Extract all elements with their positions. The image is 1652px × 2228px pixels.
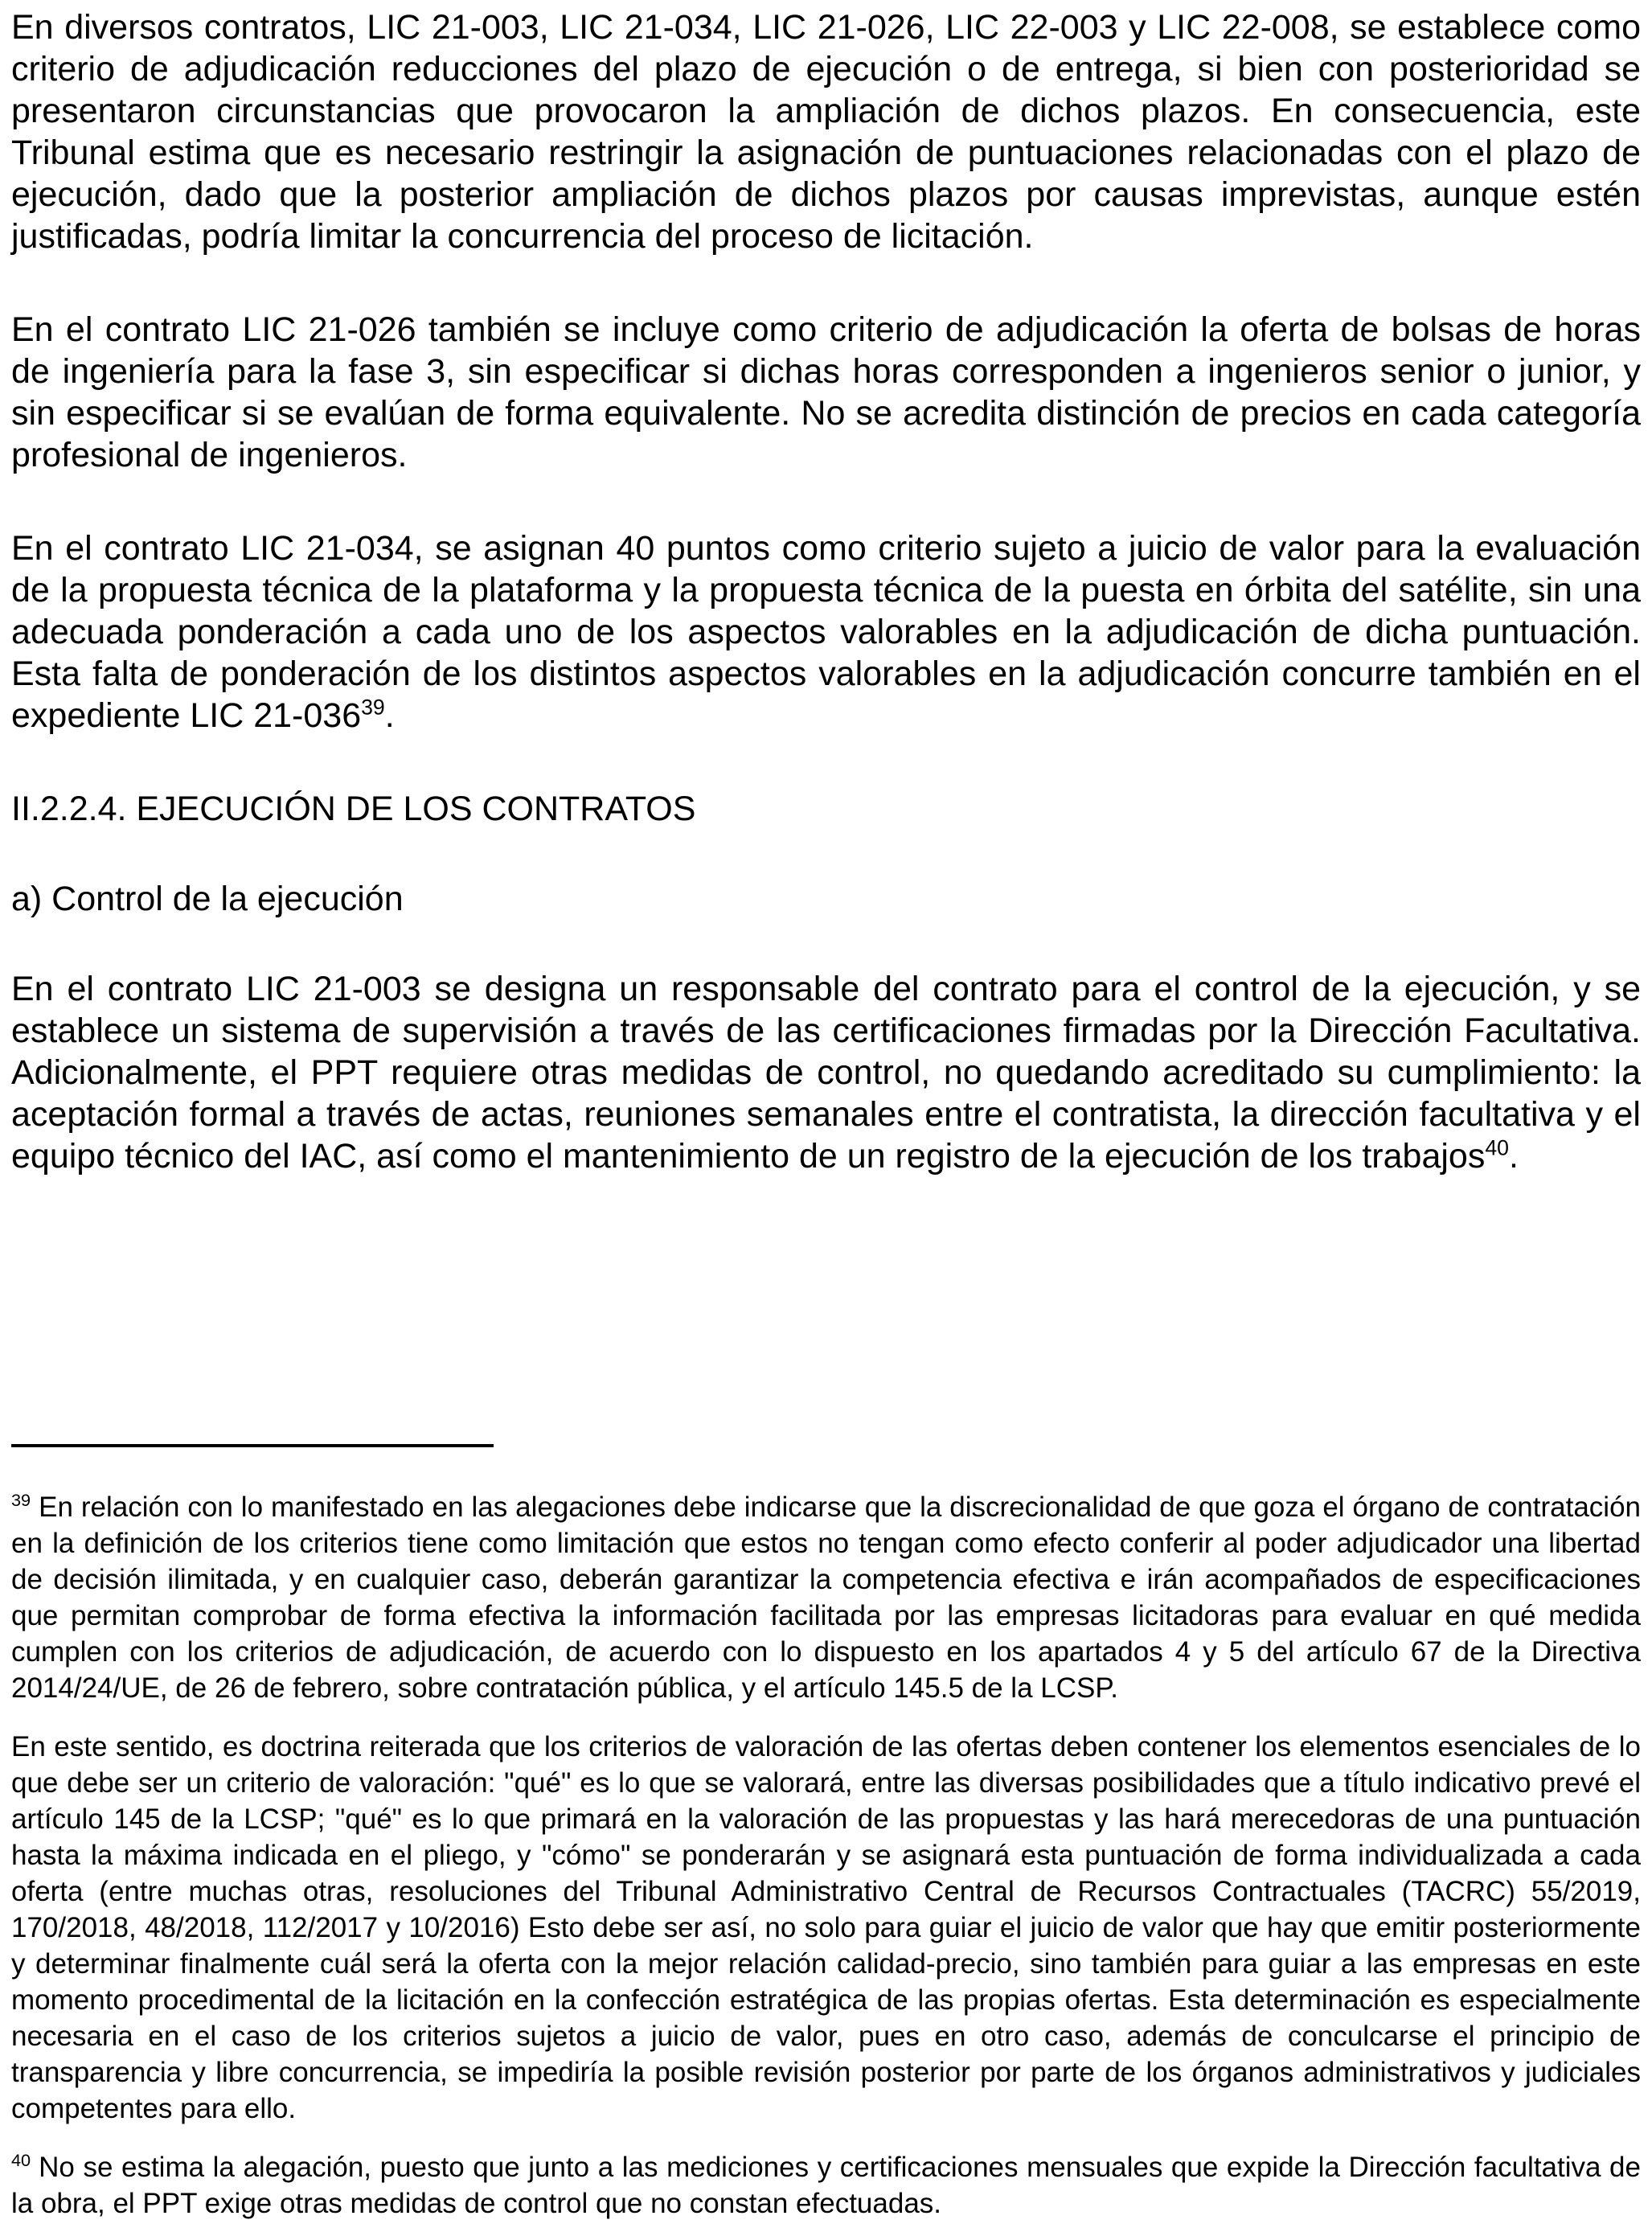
footnote-ref-39: 39 xyxy=(361,695,385,720)
footnotes-section xyxy=(11,1444,1641,2222)
body-paragraph-4-text: En el contrato LIC 21-003 se designa un responsable del contrato para el control de la ejecución, y se establece un sistema de supervisión a través de las certificaciones firmadas por la Dirección Facultativa. Adicionalmente, el PPT requiere otras medidas de control, no quedando acreditado su cumplimiento: la aceptación formal a través de actas, reuniones semanales entre el contratista, la dirección facultativa y el equipo técnico del IAC, así como el mantenimiento de un registro de la ejecución de los trabajos xyxy=(11,970,1641,1176)
footnote-marker-39: 39 xyxy=(11,1490,31,1511)
footnote-39 xyxy=(11,1489,1641,1706)
footnote-ref-40: 40 xyxy=(1485,1135,1509,1160)
body-paragraph-1: En diversos contratos, LIC 21-003, LIC 21-034, LIC 21-026, LIC 22-003 y LIC 22-008, se establece como criterio de adjudicación reducciones del plazo de ejecución o de entrega, si bien con posterioridad se presentaron circunstancias que provocaron la ampliación de dichos plazos. En consecuencia, este Tribunal estima que es necesario restringir la asignación de puntuaciones relacionadas con el plazo de ejecución, dado que la posterior ampliación de dichos plazos por causas imprevistas, aunque estén justificadas, podría limitar la concurrencia del proceso de licitación. xyxy=(11,8,1641,256)
footnote-39-text: En relación con lo manifestado en las alegaciones debe indicarse que la discrecionalidad de que goza el órgano de contratación en la definición de los criterios tiene como limitación que estos no tengan como efecto conferir al poder adjudicador una libertad de decisión ilimitada, y en cualquier caso, deberán garantizar la competencia efectiva e irán acompañados de especificaciones que permitan comprobar de forma efectiva la información facilitada por las empresas licitadoras para evaluar en qué medida cumplen con los criterios de adjudicación, de acuerdo con lo dispuesto en los apartados 4 y 5 del artículo 67 de la Directiva 2014/24/UE, de 26 de febrero, sobre contratación pública, y el artículo 145.5 de la LCSP. xyxy=(11,1491,1641,1704)
body-paragraph-4 xyxy=(11,968,1641,1177)
subsection-heading: a) Control de la ejecución xyxy=(11,880,404,918)
footnote-separator xyxy=(11,1444,494,1447)
footnote-marker-40: 40 xyxy=(11,2150,31,2171)
footnote-39-continuation: En este sentido, es doctrina reiterada que los criterios de valoración de las ofertas deben contener los elementos esenciales de lo que debe ser un criterio de valoración: "qué" es lo que se valorará, entre las diversas posibilidades que a título indicativo prevé el artículo 145 de la LCSP; "qué" es lo que primará en la valoración de las propuestas y las hará merecedoras de una puntuación hasta la máxima indicada en el pliego, y "cómo" se ponderarán y se asignará esta puntuación de forma individualizada a cada oferta (entre muchas otras, resoluciones del Tribunal Administrativo Central de Recursos Contractuales (TACRC) 55/2019, 170/2018, 48/2018, 112/2017 y 10/2016) Esto debe ser así, no solo para guiar el juicio de valor que hay que emitir posteriormente y determinar finalmente cuál será la oferta con la mejor relación calidad-precio, sino también para guiar a las empresas en este momento procedimental de la licitación en la confección estratégica de las propias ofertas. Esta determinación es especialmente necesaria en el caso de los criterios sujetos a juicio de valor, pues en otro caso, además de conculcarse el principio de transparencia y libre concurrencia, se impediría la posible revisión posterior por parte de los órganos administrativos y judiciales competentes para ello. xyxy=(11,1731,1641,2124)
body-paragraph-2: En el contrato LIC 21-026 también se incluye como criterio de adjudicación la oferta de bolsas de horas de ingeniería para la fase 3, sin especificar si dichas horas corresponden a ingenieros senior o junior, y sin especificar si se evalúan de forma equivalente. No se acredita distinción de precios en cada categoría profesional de ingenieros. xyxy=(11,310,1641,474)
section-heading: II.2.2.4. EJECUCIÓN DE LOS CONTRATOS xyxy=(11,790,696,828)
body-paragraph-3 xyxy=(11,527,1641,737)
body-paragraph-3-text: En el contrato LIC 21-034, se asignan 40 puntos como criterio sujeto a juicio de valor para la evaluación de la propuesta técnica de la plataforma y la propuesta técnica de la puesta en órbita del satélite, sin una adecuada ponderación a cada uno de los aspectos valorables en la adjudicación de dicha puntuación. Esta falta de ponderación de los distintos aspectos valorables en la adjudicación concurre también en el expediente LIC 21-036 xyxy=(11,529,1641,735)
footnote-40 xyxy=(11,2149,1641,2222)
body-paragraph-4-period: . xyxy=(1509,1137,1519,1176)
footnote-40-text: No se estima la alegación, puesto que junto a las mediciones y certificaciones mensuales que expide la Dirección facultativa de la obra, el PPT exige otras medidas de control que no constan efectuadas. xyxy=(11,2152,1641,2219)
body-paragraph-3-period: . xyxy=(384,696,395,735)
